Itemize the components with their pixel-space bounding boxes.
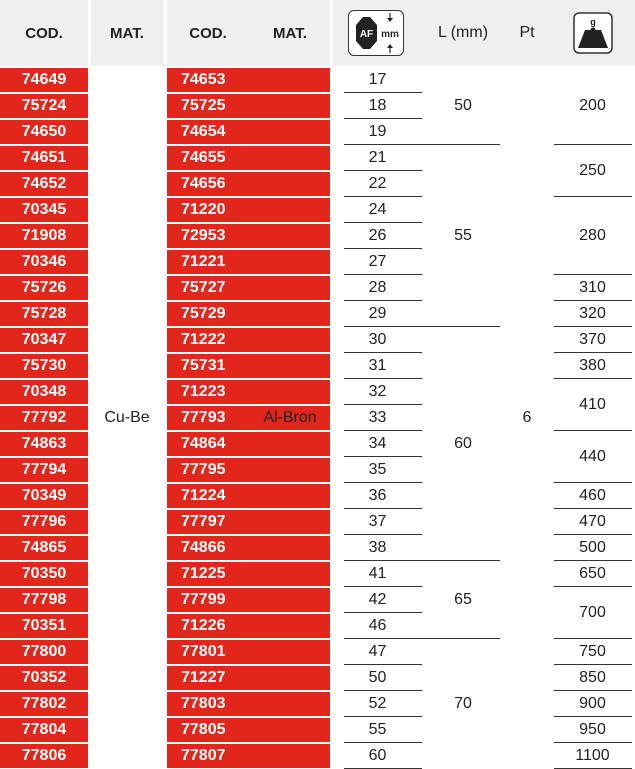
weight-value: 500 — [579, 539, 606, 556]
svg-text:mm: mm — [381, 29, 399, 40]
header-length: L (mm) — [437, 24, 489, 41]
code-cell: 70348 — [0, 380, 88, 404]
code-cell: 77807 — [167, 744, 330, 768]
code-cell: 75726 — [0, 276, 88, 300]
weight-value: 850 — [579, 669, 606, 686]
weight-value: 700 — [579, 604, 606, 621]
header-cod-2: COD. — [189, 24, 227, 42]
af-size-cell: 19 — [368, 123, 387, 140]
code-cell: 75725 — [167, 94, 330, 118]
code-cell: 75729 — [167, 302, 330, 326]
af-size-cell: 29 — [368, 305, 387, 322]
code-cell: 70351 — [0, 614, 88, 638]
code-cell: 71220 — [167, 198, 330, 222]
af-size-cell: 52 — [368, 695, 387, 712]
af-size-cell: 55 — [368, 721, 387, 738]
column-separator — [164, 0, 167, 769]
code-cell: 71226 — [167, 614, 330, 638]
weight-value: 280 — [579, 227, 606, 244]
weight-value: 440 — [579, 448, 606, 465]
code-cell: 75731 — [167, 354, 330, 378]
material-left: Cu-Be — [104, 409, 150, 426]
length-value: 70 — [454, 695, 472, 712]
code-cell: 75728 — [0, 302, 88, 326]
af-size-cell: 42 — [368, 591, 387, 608]
af-size-cell: 27 — [368, 253, 387, 270]
af-size-cell: 50 — [368, 669, 387, 686]
weight-value: 320 — [579, 305, 606, 322]
svg-text:g: g — [589, 17, 596, 27]
af-mm-icon — [350, 12, 402, 54]
header-cod-1: COD. — [25, 24, 63, 42]
column-separator — [330, 0, 333, 769]
code-cell: 74654 — [167, 120, 330, 144]
code-cell: 77800 — [0, 640, 88, 664]
header-pt: Pt — [519, 24, 535, 41]
code-cell: 72953 — [167, 224, 330, 248]
af-size-cell: 28 — [368, 279, 387, 296]
code-cell: 74652 — [0, 172, 88, 196]
table-header — [0, 0, 635, 66]
code-cell: 74866 — [167, 536, 330, 560]
af-size-cell: 35 — [368, 461, 387, 478]
code-cell: 70350 — [0, 562, 88, 586]
length-value: 50 — [454, 97, 472, 114]
code-cell: 74651 — [0, 146, 88, 170]
code-cell: 77799 — [167, 588, 330, 612]
af-size-cell: 31 — [368, 357, 387, 374]
code-cell: 71222 — [167, 328, 330, 352]
code-cell: 74655 — [167, 146, 330, 170]
code-cell: 77804 — [0, 718, 88, 742]
code-cell: 75727 — [167, 276, 330, 300]
weight-value: 310 — [579, 279, 606, 296]
code-cell: 74650 — [0, 120, 88, 144]
code-cell: 77805 — [167, 718, 330, 742]
code-cell: 77802 — [0, 692, 88, 716]
weight-icon — [573, 12, 613, 54]
weight-value: 200 — [579, 97, 606, 114]
header-weight — [550, 0, 635, 66]
code-cell: 77797 — [167, 510, 330, 534]
length-value: 60 — [454, 435, 472, 452]
length-value: 65 — [454, 591, 472, 608]
material-right: Al-Bron — [263, 409, 317, 426]
code-cell: 75730 — [0, 354, 88, 378]
af-size-cell: 32 — [368, 383, 387, 400]
af-size-cell: 34 — [368, 435, 387, 452]
code-cell: 77798 — [0, 588, 88, 612]
code-cell: 71225 — [167, 562, 330, 586]
weight-value: 410 — [579, 396, 606, 413]
code-cell: 74863 — [0, 432, 88, 456]
code-cell: 71224 — [167, 484, 330, 508]
header-af — [330, 0, 422, 66]
weight-value: 950 — [579, 721, 606, 738]
code-cell: 71908 — [0, 224, 88, 248]
weight-value: 250 — [579, 162, 606, 179]
af-size-cell: 36 — [368, 487, 387, 504]
code-cell: 77793 — [167, 406, 330, 430]
af-size-cell: 47 — [368, 643, 387, 660]
weight-value: 460 — [579, 487, 606, 504]
code-cell: 74865 — [0, 536, 88, 560]
code-cell: 77801 — [167, 640, 330, 664]
af-size-cell: 18 — [368, 97, 387, 114]
af-size-cell: 22 — [368, 175, 387, 192]
code-cell: 74656 — [167, 172, 330, 196]
weight-value: 650 — [579, 565, 606, 582]
af-size-cell: 26 — [368, 227, 387, 244]
code-cell: 77806 — [0, 744, 88, 768]
code-cell: 70346 — [0, 250, 88, 274]
code-cell: 77794 — [0, 458, 88, 482]
af-size-cell: 37 — [368, 513, 387, 530]
af-size-cell: 38 — [368, 539, 387, 556]
af-size-cell: 60 — [368, 747, 387, 764]
af-size-cell: 24 — [368, 201, 387, 218]
weight-value: 470 — [579, 513, 606, 530]
af-size-cell: 41 — [368, 565, 387, 582]
code-cell: 71223 — [167, 380, 330, 404]
af-size-cell: 46 — [368, 617, 387, 634]
svg-text:AF: AF — [359, 29, 374, 40]
header-mat-1: MAT. — [110, 24, 144, 42]
af-size-cell: 33 — [368, 409, 387, 426]
af-size-cell: 30 — [368, 331, 387, 348]
weight-value: 1100 — [575, 747, 610, 764]
code-cell: 70345 — [0, 198, 88, 222]
af-size-cell: 21 — [368, 149, 387, 166]
code-cell: 77792 — [0, 406, 88, 430]
code-cell: 74864 — [167, 432, 330, 456]
code-cell: 74653 — [167, 68, 330, 92]
weight-value: 370 — [579, 331, 606, 348]
code-cell: 74649 — [0, 68, 88, 92]
pt-value: 6 — [522, 409, 532, 426]
af-size-cell: 17 — [368, 71, 387, 88]
header-mat-2: MAT. — [273, 24, 307, 42]
length-value: 55 — [454, 227, 472, 244]
code-cell: 71221 — [167, 250, 330, 274]
code-cell: 71227 — [167, 666, 330, 690]
weight-value: 380 — [579, 357, 606, 374]
wrench-size-icon — [348, 10, 404, 56]
code-cell: 75724 — [0, 94, 88, 118]
weight-value: 900 — [579, 695, 606, 712]
code-cell: 70347 — [0, 328, 88, 352]
code-cell: 70352 — [0, 666, 88, 690]
weight-value: 750 — [579, 643, 606, 660]
code-cell: 77795 — [167, 458, 330, 482]
code-cell: 77796 — [0, 510, 88, 534]
column-separator — [88, 0, 91, 769]
code-cell: 77803 — [167, 692, 330, 716]
code-cell: 70349 — [0, 484, 88, 508]
